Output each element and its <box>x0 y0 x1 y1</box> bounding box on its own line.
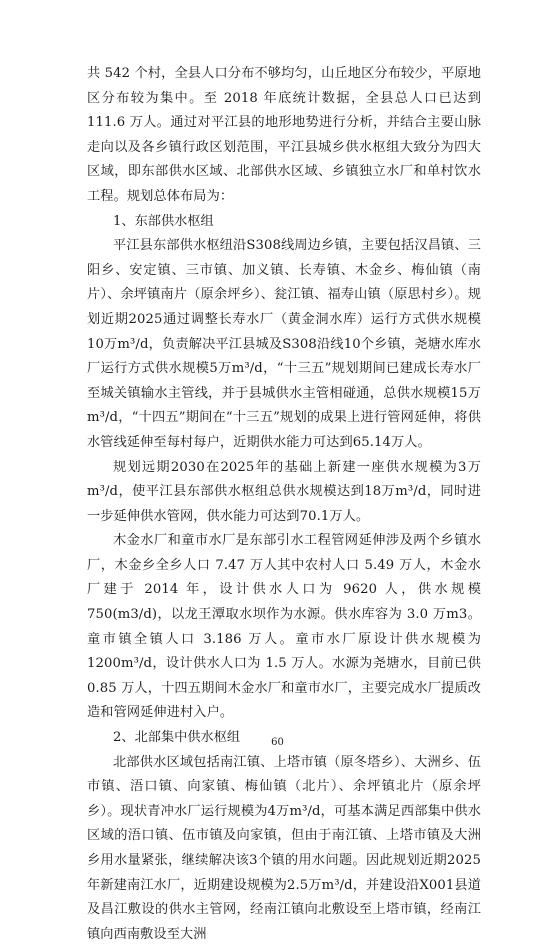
document-body <box>87 62 481 947</box>
paragraph-east-longterm: 规划远期2030在2025年的基础上新建一座供水规模为3万m³/d，使平江县东部供水枢组总供水规模达到18万m³/d，同时进一步延伸供水管网，供水能力可达到70.1万人。 <box>87 459 481 524</box>
paragraph-population: 共 542 个村，全县人口分布不够均匀，山丘地区分布较少，平原地区分布较为集中。至 2018 年底统计数据，全县总人口已达到 111.6 万人。通过对平江县的地形地势进行分析，并结合主要山脉走向以及各乡镇行政区划范围，平江县城乡供水枢组大致分为四大区域，即东部供水区域、北部供水区域、乡镇独立水厂和单村饮水工程。规划总体布局为： <box>87 66 481 204</box>
paragraph-mujin-tongshi: 木金水厂和童市水厂是东部引水工程管网延伸涉及两个乡镇水厂，木金乡全乡人口 7.47 万人其中农村人口 5.49 万人，木金水厂建于 2014 年，设计供水人口为 9620 人，供水规模 750(m3/d)，以龙王潭取水坝作为水源。供水库容为 3.0 万m3。童市镇全镇人口 3.186 万人。童市水厂原设计供水规模为 1200m³/d，设计供水人口为 1.5 万人。水源为尧塘水，目前已供 0.85 万人，十四五期间木金水厂和童市水厂，主要完成水厂提质改造和管网延伸进村入户。 <box>87 533 481 721</box>
paragraph-east-hub: 平江县东部供水枢纽沿S308线周边乡镇，主要包括汉昌镇、三阳乡、安定镇、三市镇、加义镇、长寿镇、木金乡、梅仙镇（南片）、余坪镇南片（原余坪乡）、瓮江镇、福寿山镇（原思村乡）。规划近期2025通过调整长寿水厂（黄金洞水库）运行方式供水规模10万m³/d，负责解决平江县城及S308沿线10个乡镇，尧塘水库水厂运行方式供水规模5万m³/d，“十三五”规划期间已建成长寿水厂至城关镇输水主管线，并于县城供水主管相碰通，总供水规模15万m³/d，“十四五”期间在“十三五”规划的成果上进行管网延伸，将供水管线延伸至每村每户，近期供水能力可达到65.14万人。 <box>87 238 481 450</box>
page-number: 60 <box>271 737 284 748</box>
section-heading-east: 1、东部供水枢组 <box>113 213 214 229</box>
section-heading-north: 2、北部集中供水枢组 <box>113 730 241 746</box>
paragraph-north-hub: 北部供水区域包括南江镇、上塔市镇（原冬塔乡）、大洲乡、伍市镇、浯口镇、向家镇、梅仙镇（北片）、余坪镇北片（原余坪乡）。现状青冲水厂运行规模为4万m³/d，可基本满足西部集中供水区域的浯口镇、伍市镇及向家镇，但由于南江镇、上塔市镇及大洲乡用水量紧张，继续解决该3个镇的用水问题。因此规划近期2025年新建南江水厂，近期建设规模为2.5万m³/d，并建设沿X001县道及昌江敷设的供水主管网，经南江镇向北敷设至上塔市镇，经南江镇向西南敷设至大洲 <box>87 754 481 942</box>
